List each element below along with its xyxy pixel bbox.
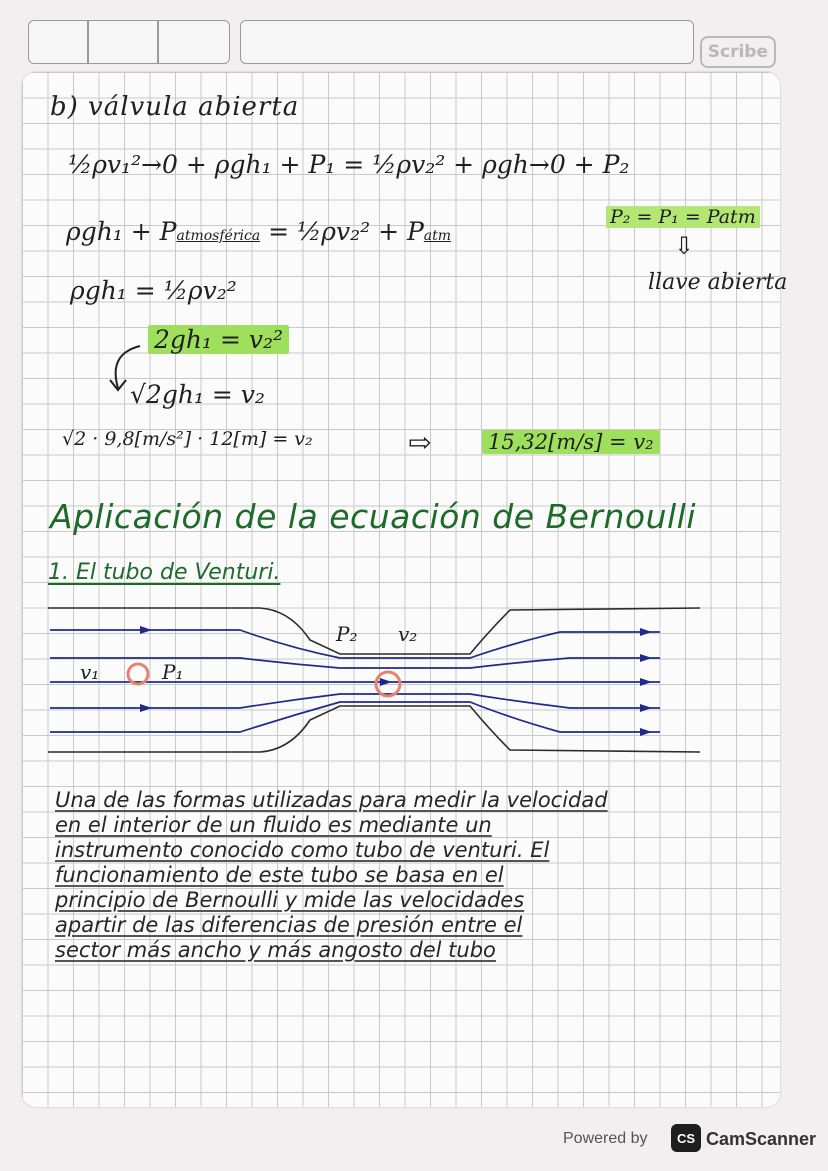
- heading-valve-open: b) válvula abierta: [50, 92, 300, 122]
- result-velocity: [482, 430, 660, 454]
- equation-4: [148, 325, 289, 354]
- flow-arrow-icon: [140, 626, 152, 634]
- eq2-sub: atmosférica: [176, 228, 261, 244]
- tube-bottom-wall: [48, 706, 700, 752]
- flow-arrow-icon: [380, 678, 392, 686]
- equation-6: √2 · 9,8[m/s²] · 12[m] = v₂: [62, 428, 313, 450]
- header-box-left: [28, 20, 230, 64]
- result-velocity-text: 15,32[m/s] = v₂: [482, 430, 660, 454]
- camscanner-logo-icon: CS: [671, 1124, 701, 1152]
- header-box-right: [240, 20, 694, 64]
- streamline-2: [50, 658, 660, 668]
- implies-arrow-icon: ⇨: [408, 426, 432, 459]
- point-1-marker: [128, 664, 148, 684]
- scribe-stamp: Scribe: [700, 36, 776, 68]
- v1-label: v₁: [80, 660, 100, 684]
- flow-arrow-icon: [640, 628, 652, 636]
- pressure-equality: P₂ = P₁ = Patm: [606, 206, 760, 228]
- paragraph-line: Una de las formas utilizadas para medir la velocidad: [55, 788, 608, 812]
- camscanner-brand: CamScanner: [706, 1129, 817, 1149]
- paragraph-line: instrumento conocido como tubo de venturi. El: [55, 838, 550, 862]
- section-title: Aplicación de la ecuación de Bernoulli: [50, 497, 697, 536]
- flow-arrow-icon: [640, 704, 652, 712]
- powered-by-text: Powered by: [563, 1130, 648, 1147]
- equation-3: ρgh₁ = ½ρv₂²: [70, 276, 237, 305]
- equation-4-text: 2gh₁ = v₂²: [148, 325, 289, 354]
- paragraph-line: funcionamiento de este tubo se basa en el: [55, 863, 504, 887]
- flow-arrow-icon: [640, 654, 652, 662]
- eq2-right: = ½ρv₂² + P: [268, 217, 424, 246]
- flow-arrow-icon: [640, 678, 652, 686]
- p2-label: P₂: [336, 622, 358, 646]
- paragraph-line: apartir de las diferencias de presión entre el: [55, 913, 523, 937]
- equation-5: √2gh₁ = v₂: [130, 380, 265, 409]
- equation-2: [66, 217, 451, 246]
- section-subtitle: 1. El tubo de Venturi.: [48, 560, 281, 585]
- point-2-marker: [376, 672, 400, 696]
- v2-label: v₂: [398, 622, 418, 646]
- paragraph-line: sector más ancho y más angosto del tubo: [55, 938, 496, 962]
- eq2-sub2: atm: [423, 228, 452, 244]
- venturi-tube-diagram: [40, 600, 700, 760]
- down-arrow-icon: ⇩: [674, 232, 695, 260]
- paragraph-line: principio de Bernoulli y mide las velocidades: [55, 888, 525, 912]
- flow-arrow-icon: [640, 728, 652, 736]
- p1-label: P₁: [162, 660, 184, 684]
- eq2-left: ρgh₁ + P: [66, 217, 177, 246]
- bernoulli-equation: ½ρv₁²→0 + ρgh₁ + P₁ = ½ρv₂² + ρgh→0 + P₂: [68, 150, 630, 179]
- flow-arrow-icon: [140, 704, 152, 712]
- paragraph-line: en el interior de un fluido es mediante un: [55, 813, 492, 837]
- open-valve-label: llave abierta: [648, 270, 788, 295]
